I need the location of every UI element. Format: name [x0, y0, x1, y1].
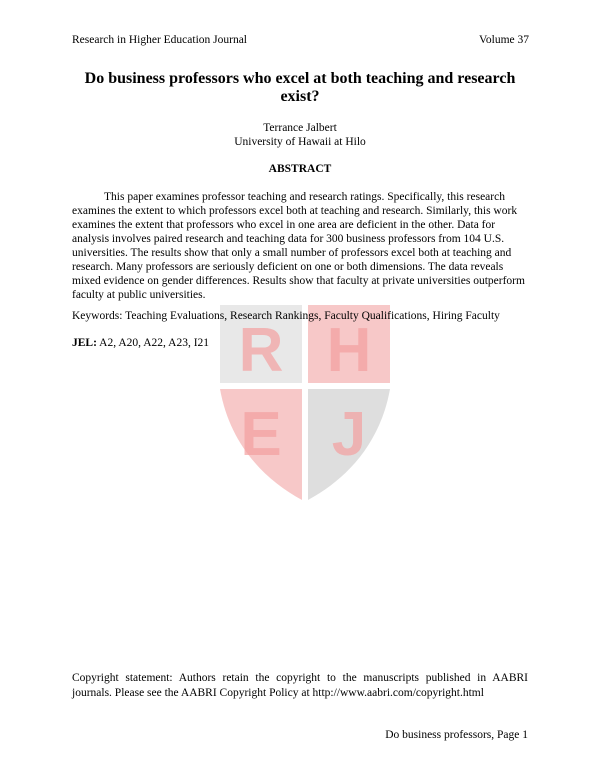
author-name: Terrance Jalbert — [263, 122, 337, 134]
watermark-letter-r: R — [238, 316, 284, 385]
page-footer: Do business professors, Page 1 — [385, 729, 528, 741]
watermark-letter-h: H — [326, 316, 372, 385]
watermark-letter-j: J — [331, 400, 367, 469]
copyright-statement: Copyright statement: Authors retain the copyright to the manuscripts published in AABRI journals. Please see the AABRI Copyright Policy at http://www.aabri.com/copyright.html — [72, 672, 528, 699]
journal-name: Research in Higher Education Journal — [72, 34, 247, 46]
abstract-heading: ABSTRACT — [268, 163, 332, 175]
jel-label: JEL: — [72, 337, 97, 349]
volume-number: Volume 37 — [479, 34, 529, 46]
author-block — [72, 121, 528, 149]
rhej-watermark-logo — [220, 305, 390, 505]
watermark-letter-e: E — [240, 400, 282, 469]
jel-codes — [72, 337, 528, 349]
keywords: Keywords: Teaching Evaluations, Research Rankings, Faculty Qualifications, Hiring Faculty — [72, 310, 500, 322]
paper-title: Do business professors who excel at both teaching and research exist? — [84, 70, 516, 105]
abstract-body: This paper examines professor teaching and research ratings. Specifically, this research examines the extent to which professors excel both at teaching and research. Similarly, this work examines the extent that professors who excel in one area are deficient in the other. Data for analysis involves paired research and teaching data for 300 business professors from 104 U.S. universities. The results show that only a small number of professors excel both at teaching and research. Many professors are seriously deficient on one or both dimensions. The data reveals mixed evidence on gender differences. Results show that faculty at private universities outperform faculty at public universities. — [72, 191, 525, 301]
jel-code-list: A2, A20, A22, A23, I21 — [96, 337, 210, 349]
author-affiliation: University of Hawaii at Hilo — [234, 136, 366, 148]
